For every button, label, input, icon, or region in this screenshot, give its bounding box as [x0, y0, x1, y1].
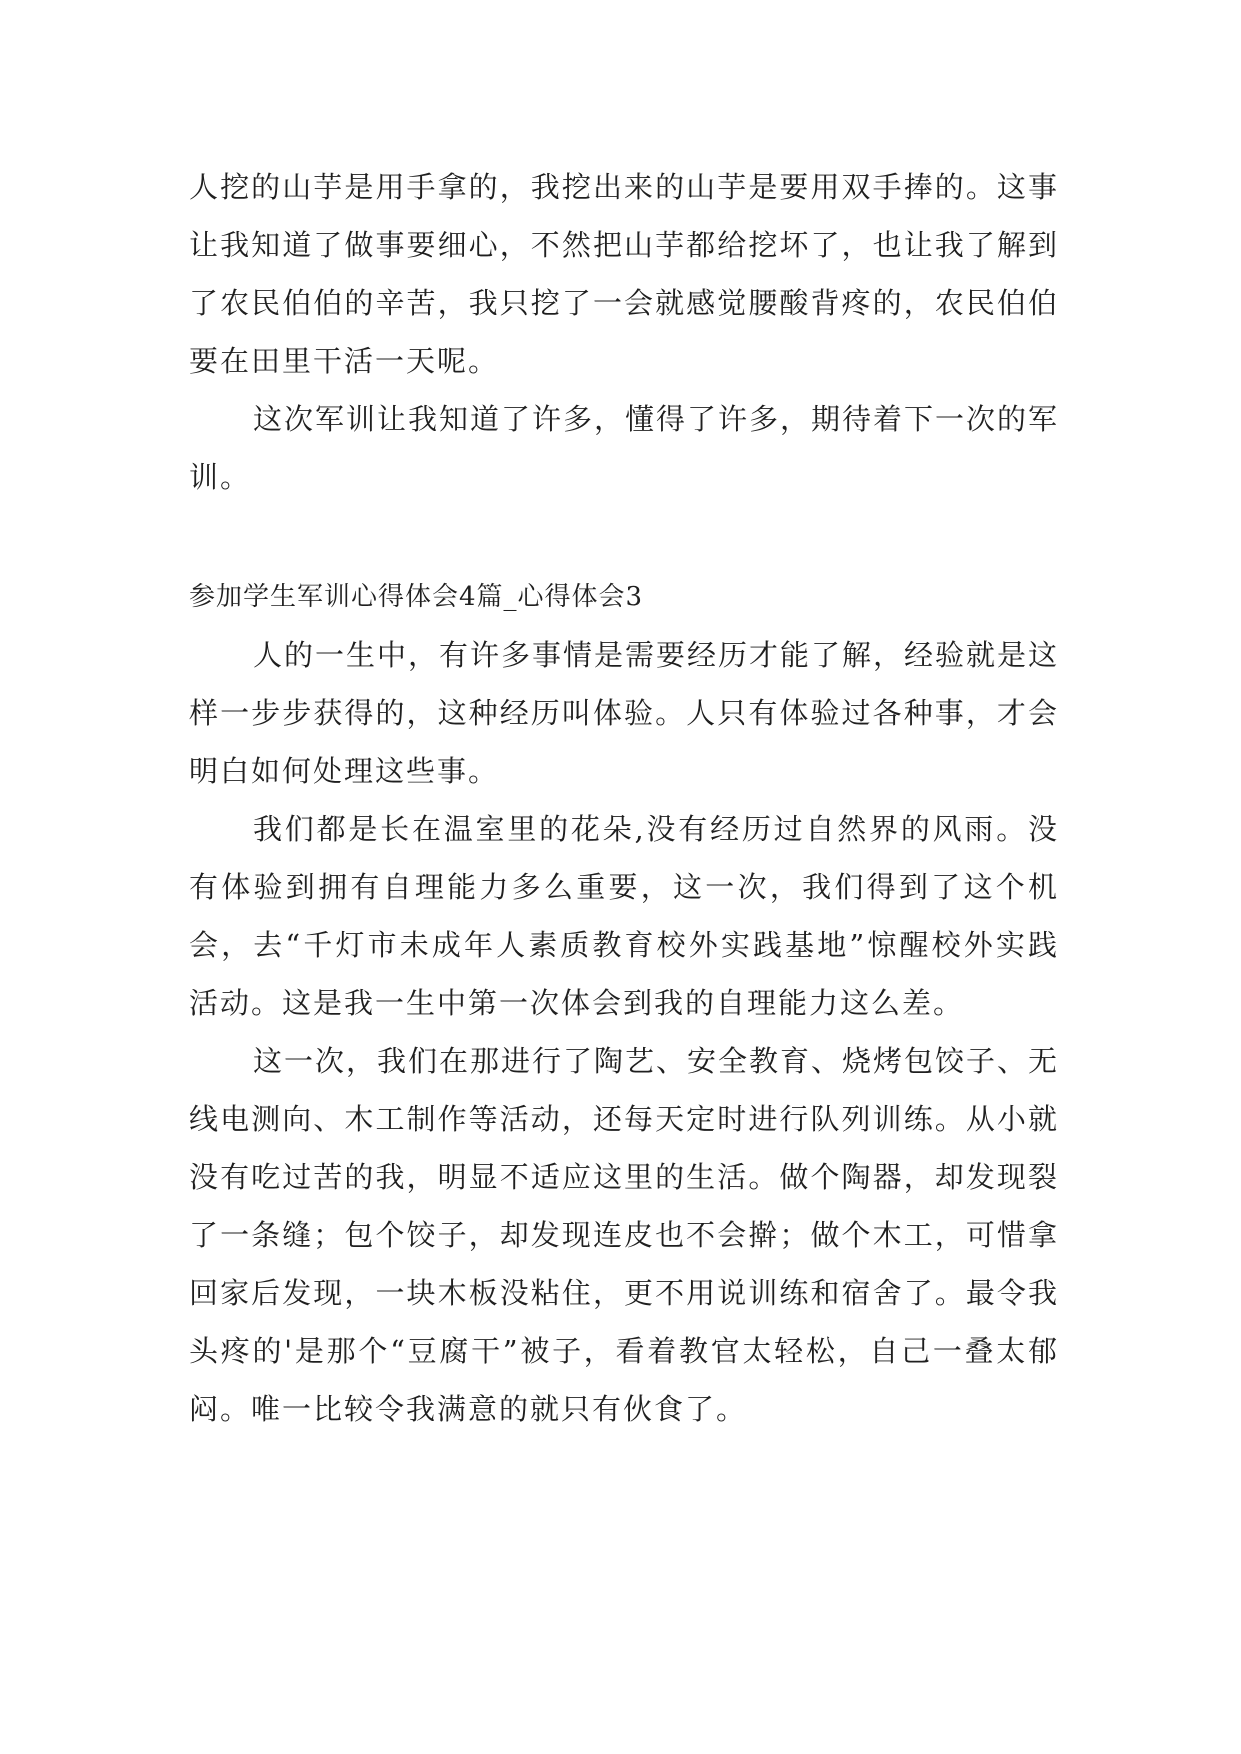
section-2-title: 参加学生军训心得体会4篇_心得体会3 [189, 582, 644, 612]
section-2-paragraph-1: 人的一生中，有许多事情是需要经历才能了解，经验就是这样一步步获得的，这种经历叫体验。人只有体验过各种事，才会明白如何处理这些事。 [189, 638, 1060, 788]
section-1-paragraph-1: 人挖的山芋是用手拿的，我挖出来的山芋是要用双手捧的。这事让我知道了做事要细心，不然把山芋都给挖坏了，也让我了解到了农民伯伯的辛苦，我只挖了一会就感觉腰酸背疼的，农民伯伯要在田里干活一天呢。 [189, 170, 1059, 378]
section-1 [189, 158, 1059, 506]
section-2-paragraph-3: 这一次，我们在那进行了陶艺、安全教育、烧烤包饺子、无线电测向、木工制作等活动，还每天定时进行队列训练。从小就没有吃过苦的我，明显不适应这里的生活。做个陶器，却发现裂了一条缝；包个饺子，却发现连皮也不会擀；做个木工，可惜拿回家后发现，一块木板没粘住，更不用说训练和宿舍了。最令我头疼的'是那个“豆腐干”被子，看着教官太轻松，自己一叠太郁闷。唯一比较令我满意的就只有伙食了。 [189, 1044, 1060, 1426]
section-2-paragraph-2: 我们都是长在温室里的花朵,没有经历过自然界的风雨。没有体验到拥有自理能力多么重要，这一次，我们得到了这个机会，去“千灯市未成年人素质教育校外实践基地”惊醒校外实践活动。这是我一生中第一次体会到我的自理能力这么差。 [189, 812, 1059, 1020]
section-2 [189, 568, 1059, 1438]
section-1-paragraph-2: 这次军训让我知道了许多，懂得了许多，期待着下一次的军训。 [189, 402, 1060, 494]
